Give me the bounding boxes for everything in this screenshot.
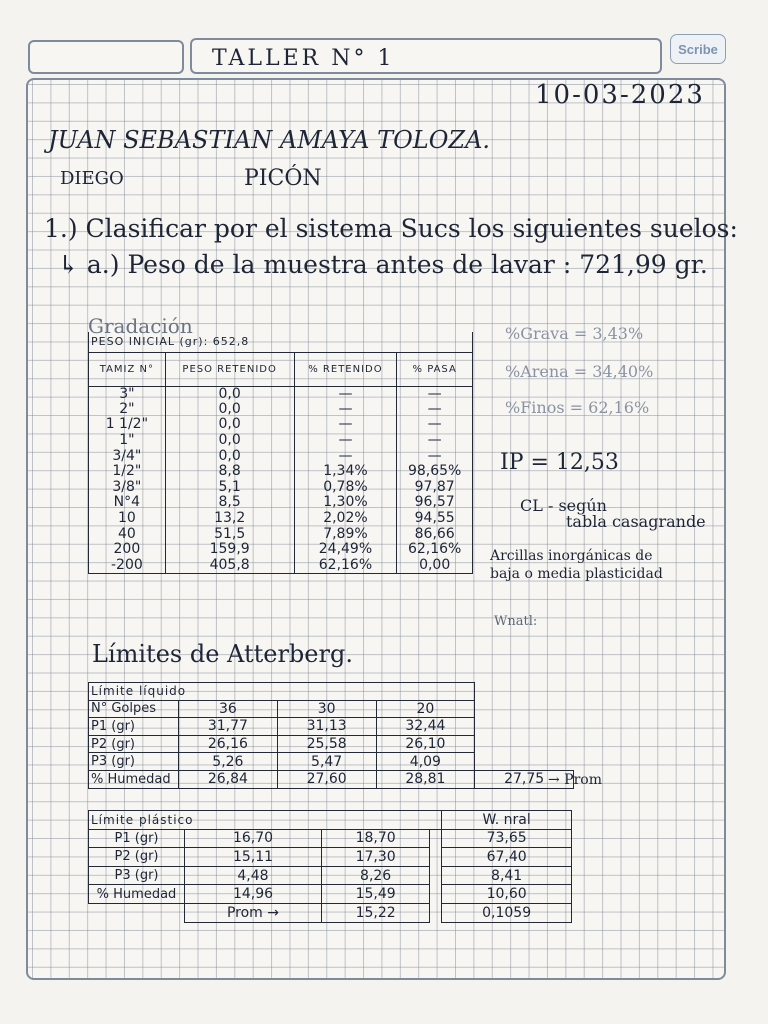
gradation-title: Gradación xyxy=(88,314,193,338)
plastic-limit-label: % Humedad xyxy=(89,885,185,904)
student-name-2-last: PICÓN xyxy=(244,166,322,191)
gradation-cell: — xyxy=(294,402,397,418)
gradation-row xyxy=(89,495,473,511)
note-source: tabla casagrande xyxy=(566,512,706,531)
gradation-cell: 3/4" xyxy=(89,448,166,464)
gradation-header: TAMIZ N° xyxy=(89,352,166,386)
plastic-limit-cell: 0,1059 xyxy=(442,903,572,922)
note-grava: %Grava = 3,43% xyxy=(505,324,644,343)
gradation-cell: — xyxy=(294,448,397,464)
liquid-limit-cell: 30 xyxy=(277,700,376,718)
liquid-limit-cell xyxy=(475,735,574,753)
note-description-1: Arcillas inorgánicas de xyxy=(490,548,653,564)
gradation-cell: 0,78% xyxy=(294,480,397,496)
plastic-limit-cell xyxy=(430,885,442,904)
header-box-left xyxy=(28,40,184,74)
gradation-cell: 1/2" xyxy=(89,464,166,480)
gradation-row xyxy=(89,448,473,464)
liquid-limit-label: P1 (gr) xyxy=(89,718,179,736)
gradation-cell: 97,87 xyxy=(397,480,473,496)
gradation-cell: 86,66 xyxy=(397,526,473,542)
gradation-row xyxy=(89,386,473,402)
gradation-header: PESO RETENIDO xyxy=(165,352,294,386)
liquid-limit-cell xyxy=(475,753,574,771)
date: 10-03-2023 xyxy=(535,80,705,110)
gradation-cell: 200 xyxy=(89,542,166,558)
gradation-cell: — xyxy=(397,402,473,418)
gradation-cell: N°4 xyxy=(89,495,166,511)
gradation-cell: 2" xyxy=(89,402,166,418)
gradation-row xyxy=(89,402,473,418)
gradation-cell: 98,65% xyxy=(397,464,473,480)
plastic-limit-cell xyxy=(430,848,442,867)
plastic-limit-cell: 15,11 xyxy=(185,848,322,867)
liquid-limit-cell: 26,10 xyxy=(376,735,475,753)
plastic-limit-cell: 73,65 xyxy=(442,829,572,848)
plastic-limit-cell xyxy=(430,903,442,922)
wnat-header: W. nral xyxy=(442,811,572,830)
liquid-limit-cell: 25,58 xyxy=(277,735,376,753)
gradation-cell: 0,0 xyxy=(165,417,294,433)
scribe-logo: Scribe xyxy=(670,34,726,64)
liquid-limit-cell: 32,44 xyxy=(376,718,475,736)
liquid-limit-cell: 31,13 xyxy=(277,718,376,736)
liquid-limit-cell: 28,81 xyxy=(376,770,475,788)
note-wnat: Wnatl: xyxy=(494,614,538,629)
gradation-cell: 159,9 xyxy=(165,542,294,558)
gradation-row xyxy=(89,511,473,527)
liquid-limit-cell: 26,16 xyxy=(179,735,278,753)
gradation-cell: 51,5 xyxy=(165,526,294,542)
liquid-limit-cell: 26,84 xyxy=(179,770,278,788)
plastic-limit-cell xyxy=(430,866,442,885)
plastic-limit-cell: 8,26 xyxy=(321,866,429,885)
liquid-limit-row xyxy=(89,700,574,718)
gradation-row xyxy=(89,542,473,558)
gradation-cell: 7,89% xyxy=(294,526,397,542)
plastic-limit-table xyxy=(88,810,572,923)
plastic-limit-caption: Límite plástico xyxy=(89,811,442,830)
gradation-cell: 96,57 xyxy=(397,495,473,511)
gradation-header: % RETENIDO xyxy=(294,352,397,386)
gradation-header: % PASA xyxy=(397,352,473,386)
plastic-limit-cell: 4,48 xyxy=(185,866,322,885)
gradation-cell: — xyxy=(397,386,473,402)
gradation-cell: 13,2 xyxy=(165,511,294,527)
plastic-limit-cell: 8,41 xyxy=(442,866,572,885)
gradation-cell: 1" xyxy=(89,433,166,449)
liquid-limit-table xyxy=(88,682,574,789)
gradation-cell: — xyxy=(397,417,473,433)
gradation-table xyxy=(88,332,473,574)
plastic-limit-body xyxy=(89,829,572,922)
liquid-limit-cell xyxy=(475,700,574,718)
gradation-cell: 2,02% xyxy=(294,511,397,527)
gradation-cell: 8,8 xyxy=(165,464,294,480)
prom-note: → Prom xyxy=(548,772,602,788)
gradation-row xyxy=(89,464,473,480)
plastic-limit-label: P2 (gr) xyxy=(89,848,185,867)
gradation-cell: -200 xyxy=(89,558,166,574)
note-classification: CL - según xyxy=(520,496,607,515)
student-name-2-first: DIEGO xyxy=(60,168,124,189)
gradation-row xyxy=(89,480,473,496)
liquid-limit-label: P3 (gr) xyxy=(89,753,179,771)
page-title: TALLER N° 1 xyxy=(212,46,395,71)
liquid-limit-cell: 20 xyxy=(376,700,475,718)
gradation-body xyxy=(89,386,473,573)
gradation-cell: 0,0 xyxy=(165,448,294,464)
gradation-cell: 1 1/2" xyxy=(89,417,166,433)
gradation-cell: 40 xyxy=(89,526,166,542)
gradation-cell: — xyxy=(294,386,397,402)
liquid-limit-row xyxy=(89,770,574,788)
gradation-cell: 405,8 xyxy=(165,558,294,574)
plastic-limit-label xyxy=(89,903,185,922)
gradation-row xyxy=(89,417,473,433)
liquid-limit-cell: 5,47 xyxy=(277,753,376,771)
note-description-2: baja o media plasticidad xyxy=(490,566,663,582)
liquid-limit-cell: 27,60 xyxy=(277,770,376,788)
note-arena: %Arena = 34,40% xyxy=(505,362,654,381)
gradation-cell: — xyxy=(294,433,397,449)
plastic-limit-cell: 14,96 xyxy=(185,885,322,904)
liquid-limit-row xyxy=(89,735,574,753)
gradation-row xyxy=(89,526,473,542)
plastic-limit-cell: 15,49 xyxy=(321,885,429,904)
gradation-cell: 62,16% xyxy=(397,542,473,558)
gradation-cell: 62,16% xyxy=(294,558,397,574)
gradation-cell: 3" xyxy=(89,386,166,402)
gradation-cell: — xyxy=(294,417,397,433)
gradation-cell: 1,30% xyxy=(294,495,397,511)
gradation-cell: 3/8" xyxy=(89,480,166,496)
plastic-limit-cell: 18,70 xyxy=(321,829,429,848)
liquid-limit-label: N° Golpes xyxy=(89,700,179,718)
question-statement: 1.) Clasificar por el sistema Sucs los siguientes suelos: xyxy=(44,214,738,243)
liquid-limit-label: % Humedad xyxy=(89,770,179,788)
gradation-cell: 0,0 xyxy=(165,386,294,402)
atterberg-title: Límites de Atterberg. xyxy=(92,640,353,668)
gradation-cell: 0,0 xyxy=(165,402,294,418)
gradation-cell: 8,5 xyxy=(165,495,294,511)
liquid-limit-caption: Límite líquido xyxy=(89,683,475,701)
liquid-limit-row xyxy=(89,718,574,736)
plastic-limit-label: P1 (gr) xyxy=(89,829,185,848)
gradation-cell: 5,1 xyxy=(165,480,294,496)
plastic-limit-cell: 16,70 xyxy=(185,829,322,848)
plastic-limit-cell: 10,60 xyxy=(442,885,572,904)
gradation-row xyxy=(89,558,473,574)
liquid-limit-row xyxy=(89,753,574,771)
plastic-limit-cell: 17,30 xyxy=(321,848,429,867)
plastic-limit-row xyxy=(89,885,572,904)
note-finos: %Finos = 62,16% xyxy=(505,398,650,417)
gradation-cell: 0,0 xyxy=(165,433,294,449)
plastic-limit-row xyxy=(89,903,572,922)
plastic-limit-cell: 67,40 xyxy=(442,848,572,867)
gradation-cell: 0,00 xyxy=(397,558,473,574)
student-name-1: JUAN SEBASTIAN AMAYA TOLOZA. xyxy=(48,126,491,154)
liquid-limit-label: P2 (gr) xyxy=(89,735,179,753)
plastic-limit-cell: Prom → xyxy=(185,903,322,922)
liquid-limit-cell: 27,75 xyxy=(475,770,574,788)
liquid-limit-cell: 31,77 xyxy=(179,718,278,736)
question-part-a: ↳ a.) Peso de la muestra antes de lavar : 721,99 gr. xyxy=(58,250,708,279)
plastic-limit-row xyxy=(89,866,572,885)
gradation-caption: PESO INICIAL (gr): 652,8 xyxy=(89,332,473,352)
gradation-row xyxy=(89,433,473,449)
liquid-limit-cell: 4,09 xyxy=(376,753,475,771)
liquid-limit-cell xyxy=(475,718,574,736)
plastic-limit-label: P3 (gr) xyxy=(89,866,185,885)
plastic-limit-cell: 15,22 xyxy=(321,903,429,922)
gradation-cell: — xyxy=(397,448,473,464)
liquid-limit-cell: 5,26 xyxy=(179,753,278,771)
plastic-limit-row xyxy=(89,848,572,867)
liquid-limit-cell: 36 xyxy=(179,700,278,718)
plastic-limit-row xyxy=(89,829,572,848)
plastic-limit-cell xyxy=(430,829,442,848)
liquid-limit-body xyxy=(89,700,574,788)
gradation-cell: 94,55 xyxy=(397,511,473,527)
gradation-cell: — xyxy=(397,433,473,449)
note-ip: IP = 12,53 xyxy=(500,450,619,475)
gradation-cell: 24,49% xyxy=(294,542,397,558)
gradation-cell: 10 xyxy=(89,511,166,527)
gradation-cell: 1,34% xyxy=(294,464,397,480)
